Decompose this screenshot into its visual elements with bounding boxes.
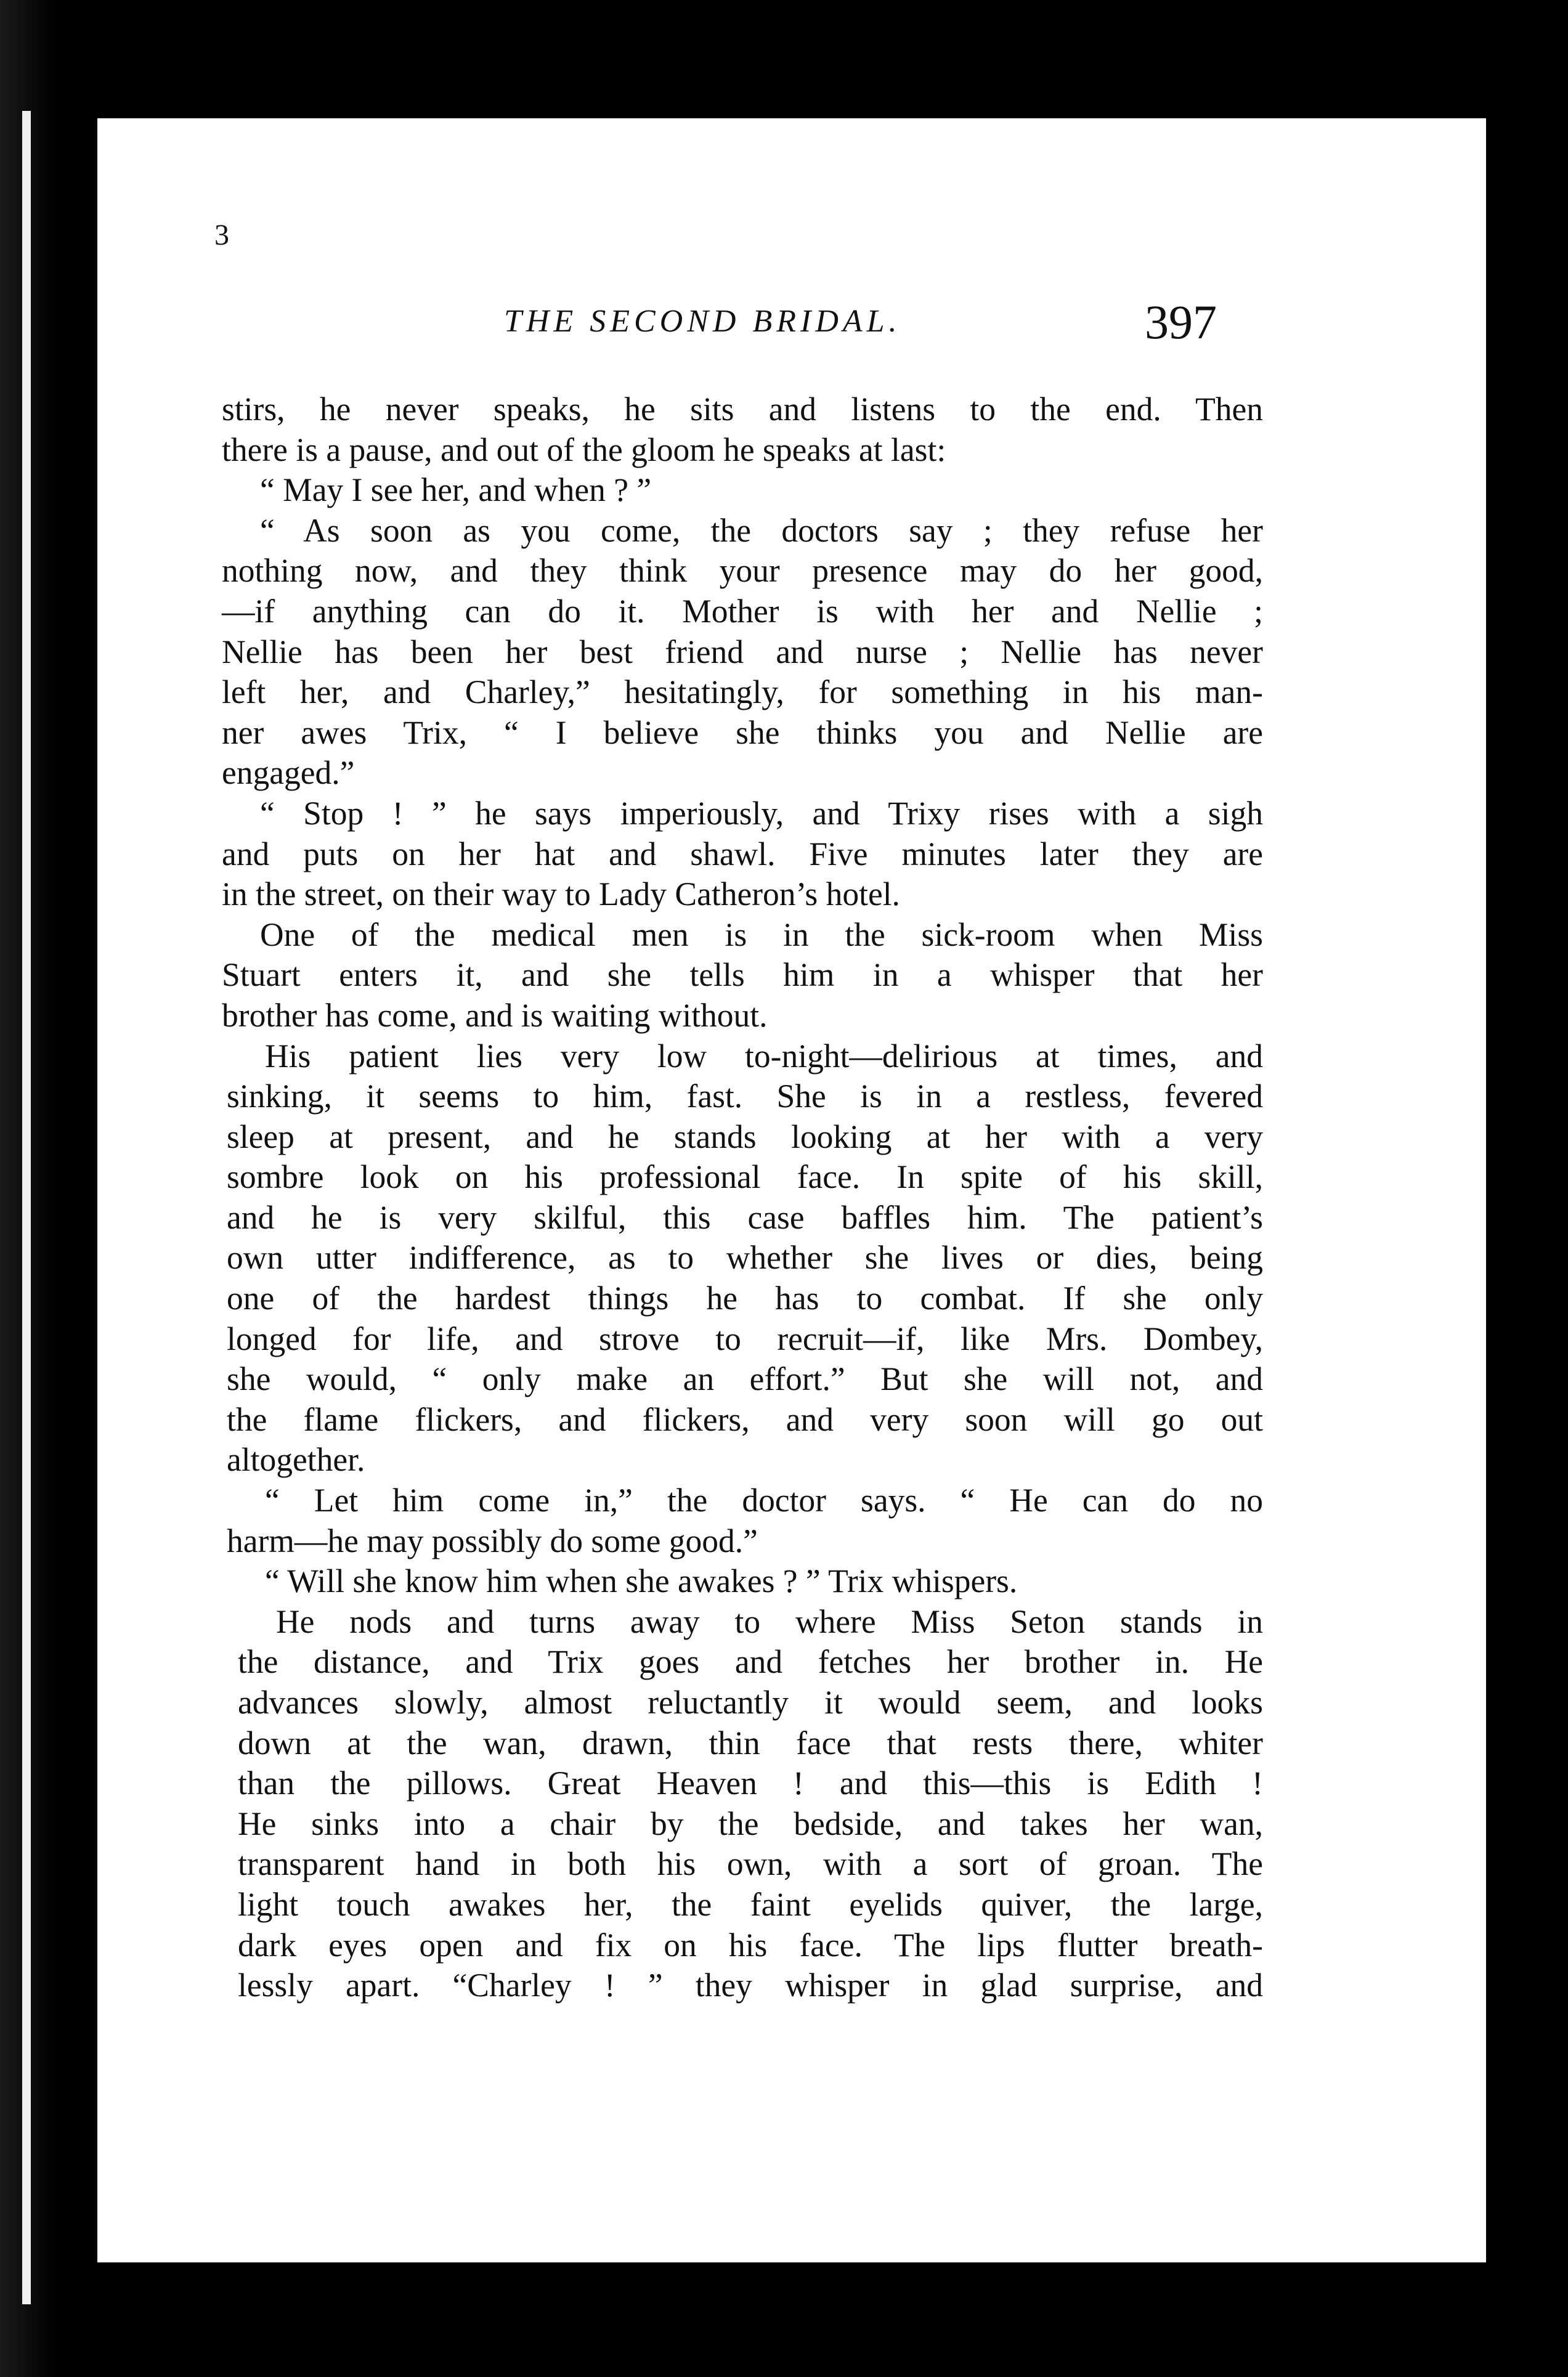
- text-line: own utter indifference, as to whether she lives or dies, being: [227, 1239, 1263, 1277]
- text-line: advances slowly, almost reluctantly it would seem, and looks: [238, 1684, 1263, 1721]
- book-page: [97, 118, 1486, 2262]
- text-line: engaged.”: [222, 754, 355, 792]
- text-line: One of the medical men is in the sick-room when Miss: [260, 916, 1263, 953]
- text-line: she would, “ only make an effort.” But she will not, and: [227, 1360, 1263, 1398]
- text-line: —if anything can do it. Mother is with her and Nellie ;: [222, 592, 1263, 630]
- page-number: 397: [1145, 295, 1217, 349]
- text-line: Stuart enters it, and she tells him in a whisper that her: [222, 956, 1263, 994]
- text-line: He nods and turns away to where Miss Seton stands in: [276, 1603, 1263, 1640]
- scan-edge-streak: [22, 111, 31, 2304]
- text-line: sombre look on his professional face. In spite of his skill,: [227, 1158, 1263, 1196]
- text-line: sleep at present, and he stands looking at her with a very: [227, 1118, 1263, 1155]
- text-line: the flame flickers, and flickers, and very soon will go out: [227, 1400, 1263, 1438]
- text-line: ner awes Trix, “ I believe she thinks you and Nellie are: [222, 713, 1263, 751]
- text-line: nothing now, and they think your presence may do her good,: [222, 552, 1263, 590]
- text-line: “ May I see her, and when ? ”: [260, 471, 652, 509]
- text-line: brother has come, and is waiting without.: [222, 996, 768, 1034]
- text-line: “ Will she know him when she awakes ? ” Trix whispers.: [265, 1562, 1018, 1600]
- text-line: down at the wan, drawn, thin face that rests there, whiter: [238, 1724, 1263, 1761]
- text-line: His patient lies very low to-night—delirious at times, and: [265, 1037, 1263, 1075]
- running-head: THE SECOND BRIDAL.: [504, 304, 901, 339]
- printer-mark: 3: [214, 219, 229, 251]
- text-section-3: [222, 1602, 1263, 2006]
- text-line: stirs, he never speaks, he sits and listens to the end. Then: [222, 391, 1263, 428]
- body-text: [222, 389, 1263, 2006]
- text-line: “ Let him come in,” the doctor says. “ He can do no: [265, 1482, 1263, 1519]
- text-section-2: [222, 1036, 1263, 1602]
- text-line: “ Stop ! ” he says imperiously, and Trixy rises with a sigh: [260, 794, 1263, 832]
- text-line: harm—he may possibly do some good.”: [227, 1522, 758, 1559]
- text-line: altogether.: [227, 1441, 365, 1479]
- text-line: light touch awakes her, the faint eyelids quiver, the large,: [238, 1885, 1263, 1923]
- text-line: and puts on her hat and shawl. Five minutes later they are: [222, 835, 1263, 872]
- text-line: longed for life, and strove to recruit—if, like Mrs. Dombey,: [227, 1320, 1263, 1357]
- text-line: dark eyes open and fix on his face. The lips flutter breath-: [238, 1926, 1263, 1964]
- text-line: there is a pause, and out of the gloom he speaks at last:: [222, 431, 946, 468]
- text-line: and he is very skilful, this case baffles him. The patient’s: [227, 1198, 1263, 1236]
- scan-left-edge: [0, 0, 92, 2377]
- text-line: in the street, on their way to Lady Catheron’s hotel.: [222, 876, 900, 913]
- text-line: lessly apart. “Charley ! ” they whisper in glad surprise, and: [238, 1967, 1263, 2004]
- text-section-1: [222, 389, 1263, 1036]
- text-line: than the pillows. Great Heaven ! and this—this is Edith !: [238, 1765, 1263, 1802]
- text-line: transparent hand in both his own, with a sort of groan. The: [238, 1845, 1263, 1883]
- text-line: He sinks into a chair by the bedside, and takes her wan,: [238, 1805, 1263, 1842]
- page-header: [97, 295, 1486, 371]
- text-line: left her, and Charley,” hesitatingly, for something in his man-: [222, 673, 1263, 711]
- text-line: “ As soon as you come, the doctors say ; they refuse her: [260, 511, 1263, 549]
- text-line: Nellie has been her best friend and nurse ; Nellie has never: [222, 633, 1263, 670]
- text-line: the distance, and Trix goes and fetches her brother in. He: [238, 1643, 1263, 1681]
- text-line: one of the hardest things he has to combat. If she only: [227, 1280, 1263, 1317]
- text-line: sinking, it seems to him, fast. She is in a restless, fevered: [227, 1078, 1263, 1115]
